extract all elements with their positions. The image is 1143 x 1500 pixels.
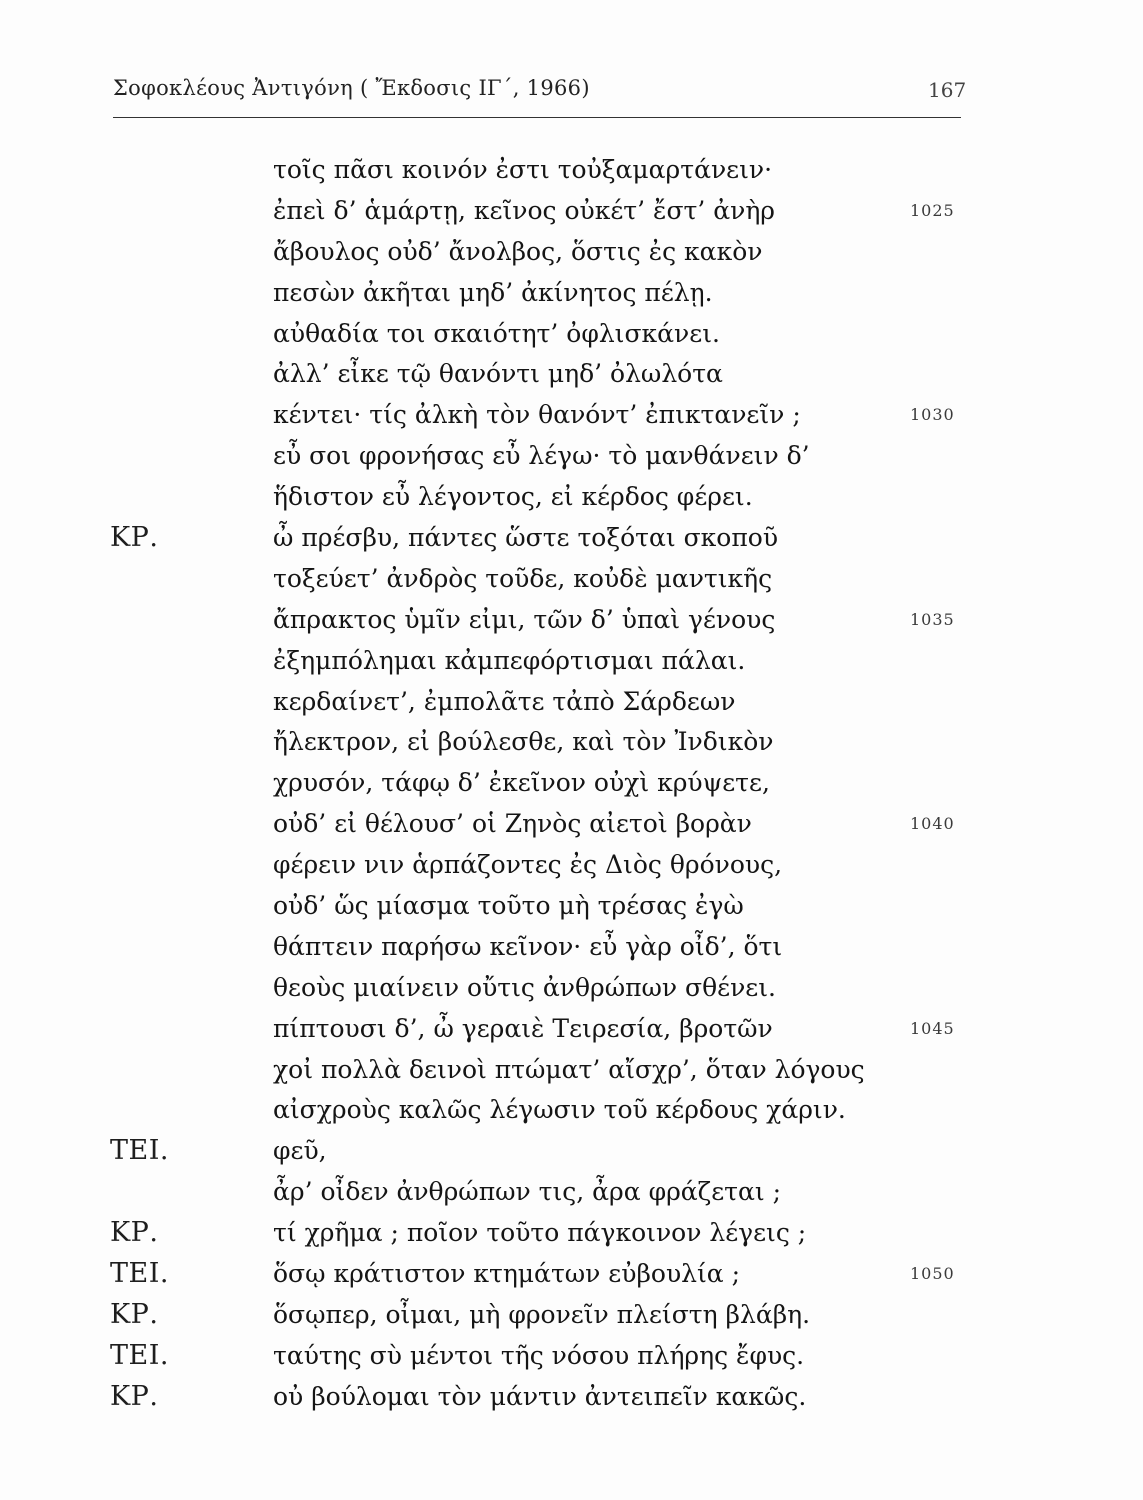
verse-line [0, 150, 1143, 191]
verse-line [0, 477, 1143, 518]
verse-line [0, 191, 1143, 232]
verse-text: τί χρῆμα ; ποῖον τοῦτο πάγκοινον λέγεις ; [273, 1218, 807, 1248]
verse-line [0, 395, 1143, 436]
speaker-label: ΚΡ. [110, 1217, 159, 1249]
verse-line [0, 232, 1143, 273]
verse-text: ἐπεὶ δ’ ἁμάρτῃ, κεῖνος οὐκέτ’ ἔστ’ ἀνὴρ [273, 195, 775, 225]
verse-text: οὐδ’ ὥς μίασμα τοῦτο μὴ τρέσας ἐγὼ [273, 891, 744, 921]
verse-line [0, 559, 1143, 600]
verse-line [0, 804, 1143, 845]
verse-line [0, 682, 1143, 723]
verse-text: ἆρ’ οἶδεν ἀνθρώπων τις, ἆρα φράζεται ; [273, 1177, 782, 1207]
verse-line [0, 1254, 1143, 1295]
verse-text: ἄβουλος οὐδ’ ἄνολβος, ὅστις ἐς κακὸν [273, 236, 763, 266]
verse-line [0, 354, 1143, 395]
line-number: 1035 [910, 609, 955, 629]
verse-text: κερδαίνετ’, ἐμπολᾶτε τἀπὸ Σάρδεων [273, 686, 736, 716]
verse-line [0, 641, 1143, 682]
verse-text: θάπτειν παρήσω κεῖνον· εὖ γὰρ οἶδ’, ὅτι [273, 931, 783, 961]
verse-text: ἀλλ’ εἶκε τῷ θανόντι μηδ’ ὀλωλότα [273, 359, 723, 389]
speaker-label: ΤΕΙ. [110, 1135, 169, 1167]
verse-line [0, 1172, 1143, 1213]
speaker-label: ΤΕΙ. [110, 1339, 169, 1371]
verse-text: ὅσῳ κράτιστον κτημάτων εὐβουλία ; [273, 1259, 741, 1289]
verse-text: αἰσχροὺς καλῶς λέγωσιν τοῦ κέρδους χάριν. [273, 1095, 846, 1125]
verse-line [0, 886, 1143, 927]
verse-line [0, 845, 1143, 886]
verse-text: οὐδ’ εἰ θέλουσ’ οἱ Ζηνὸς αἰετοὶ βορὰν [273, 809, 752, 839]
verse-text: ἥδιστον εὖ λέγοντος, εἰ κέρδος φέρει. [273, 482, 753, 512]
verse-text: χοἰ πολλὰ δεινοὶ πτώματ’ αἴσχρ’, ὅταν λόγους [273, 1054, 865, 1084]
verse-text: εὖ σοι φρονήσας εὖ λέγω· τὸ μανθάνειν δ’ [273, 441, 810, 471]
verse-text: τοξεύετ’ ἀνδρὸς τοῦδε, κοὐδὲ μαντικῆς [273, 563, 773, 593]
verse-text: πίπτουσι δ’, ὦ γεραιὲ Τειρεσία, βροτῶν [273, 1013, 773, 1043]
verse-line [0, 1131, 1143, 1172]
verse-line [0, 927, 1143, 968]
speaker-label: ΚΡ. [110, 522, 159, 554]
verse-text: ἐξημπόλημαι κἀμπεφόρτισμαι πάλαι. [273, 645, 746, 675]
verse-line [0, 968, 1143, 1009]
header-rule [113, 117, 961, 118]
verse-line [0, 1050, 1143, 1091]
verse-line [0, 1009, 1143, 1050]
line-number: 1040 [910, 814, 955, 834]
verse-line [0, 518, 1143, 559]
speaker-label: ΤΕΙ. [110, 1258, 169, 1290]
verse-text: πεσὼν ἀκῆται μηδ’ ἀκίνητος πέλῃ. [273, 277, 713, 307]
verse-line [0, 314, 1143, 355]
verse-text: θεοὺς μιαίνειν οὔτις ἀνθρώπων σθένει. [273, 972, 777, 1002]
verse-text: ταύτης σὺ μέντοι τῆς νόσου πλήρης ἔφυς. [273, 1340, 805, 1370]
verse-text: οὐ βούλομαι τὸν μάντιν ἀντειπεῖν κακῶς. [273, 1381, 807, 1411]
verse-block [0, 150, 1143, 1418]
verse-line [0, 1336, 1143, 1377]
verse-line [0, 763, 1143, 804]
running-title: Σοφοκλέους Ἀντιγόνη ( Ἔκδοσις ΙΓ΄, 1966) [113, 76, 590, 100]
verse-text: ὦ πρέσβυ, πάντες ὥστε τοξόται σκοποῦ [273, 523, 779, 553]
line-number: 1045 [910, 1018, 955, 1038]
verse-text: αὐθαδία τοι σκαιότητ’ ὀφλισκάνει. [273, 318, 720, 348]
verse-text: ὅσῳπερ, οἶμαι, μὴ φρονεῖν πλείστη βλάβη. [273, 1299, 811, 1329]
line-number: 1050 [910, 1264, 955, 1284]
verse-line [0, 273, 1143, 314]
verse-text: φεῦ, [273, 1136, 327, 1166]
verse-text: τοῖς πᾶσι κοινόν ἐστι τοὐξαμαρτάνειν· [273, 155, 773, 184]
verse-text: χρυσόν, τάφῳ δ’ ἐκεῖνον οὐχὶ κρύψετε, [273, 768, 770, 798]
verse-line [0, 436, 1143, 477]
verse-text: ἄπρακτος ὑμῖν εἰμι, τῶν δ’ ὑπαὶ γένους [273, 604, 776, 634]
verse-line [0, 1295, 1143, 1336]
verse-text: φέρειν νιν ἁρπάζοντες ἐς Διὸς θρόνους, [273, 850, 783, 880]
verse-line [0, 1377, 1143, 1418]
verse-text: ἤλεκτρον, εἰ βούλεσθε, καὶ τὸν Ἰνδικὸν [273, 727, 774, 757]
verse-line [0, 1090, 1143, 1131]
verse-text: κέντει· τίς ἀλκὴ τὸν θανόντ’ ἐπικτανεῖν ; [273, 400, 801, 430]
speaker-label: ΚΡ. [110, 1380, 159, 1412]
verse-line [0, 722, 1143, 763]
verse-line [0, 1213, 1143, 1254]
verse-line [0, 600, 1143, 641]
speaker-label: ΚΡ. [110, 1298, 159, 1330]
page-number: 167 [928, 78, 967, 102]
line-number: 1025 [910, 200, 955, 220]
line-number: 1030 [910, 405, 955, 425]
